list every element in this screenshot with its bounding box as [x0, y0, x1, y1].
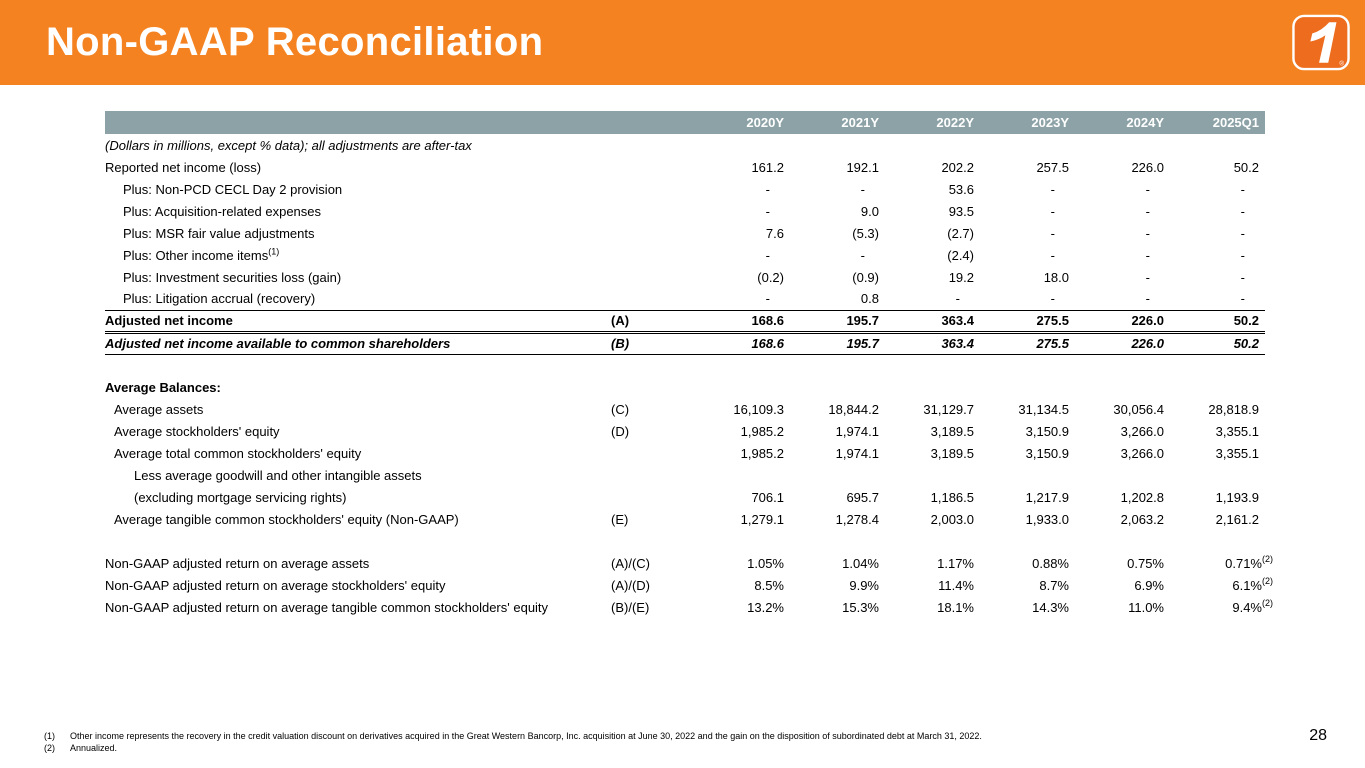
table-head — [105, 111, 1265, 134]
value-cell: 1,985.2 — [740, 445, 784, 461]
value-cell: 0.75% — [1127, 555, 1164, 571]
table-header-row — [105, 111, 1265, 134]
row-ref: (E) — [611, 511, 629, 527]
row-label: Non-GAAP adjusted return on average stockholders' equity — [105, 577, 446, 593]
row-label: Average stockholders' equity — [114, 423, 280, 439]
value-cell: 168.6 — [695, 310, 790, 332]
value-cell — [885, 134, 980, 156]
value-cell: - — [1145, 291, 1150, 307]
footnote-1-number: (1) — [44, 731, 55, 741]
value-cell: 50.2 — [1170, 310, 1265, 332]
table-row — [105, 200, 1265, 222]
value-cell: - — [765, 203, 770, 219]
value-cell: (0.2) — [757, 269, 784, 285]
value-cell: - — [1145, 181, 1150, 197]
row-ref — [595, 442, 695, 464]
value-cell: 31,134.5 — [1018, 401, 1069, 417]
row-label: Non-GAAP adjusted return on average assets — [105, 555, 370, 571]
row-ref — [595, 156, 695, 178]
value-cell: 0.8 — [860, 291, 879, 307]
column-header-2023Y: 2023Y — [980, 111, 1075, 134]
value-cell — [695, 134, 790, 156]
footnote-1-text: Other income represents the recovery in the credit valuation discount on derivatives acquired in the Great Western Bancorp, Inc. acquisition at June 30, 2022 and the gain on the disposition of subordinated debt at March 31, 2022. — [70, 731, 982, 741]
value-cell — [790, 376, 885, 398]
value-cell: 0.88% — [1032, 555, 1069, 571]
footnote-2-text: Annualized. — [70, 743, 118, 753]
table-body — [105, 134, 1273, 618]
slide-title: Non-GAAP Reconciliation — [46, 20, 544, 64]
value-cell — [695, 464, 790, 486]
value-cell: 28,818.9 — [1208, 401, 1259, 417]
value-cell: (2.7) — [947, 225, 974, 241]
reconciliation-table — [105, 111, 1273, 618]
value-cell: - — [1050, 181, 1055, 197]
value-cell: 195.7 — [790, 310, 885, 332]
value-cell — [885, 464, 980, 486]
spacer-cell — [105, 530, 1265, 552]
value-cell: 53.6 — [948, 181, 974, 197]
value-cell: 13.2% — [747, 599, 784, 615]
row-ref: (B)/(E) — [611, 599, 650, 615]
value-cell: - — [1240, 225, 1245, 241]
value-cell: 3,355.1 — [1215, 423, 1259, 439]
page-number: 28 — [1309, 727, 1327, 744]
row-ref: (A)/(C) — [611, 555, 650, 571]
table-row — [105, 134, 1265, 156]
row-label: Plus: Acquisition-related expenses — [123, 203, 322, 219]
value-cell: - — [765, 291, 770, 307]
value-cell: 93.5 — [948, 203, 974, 219]
value-cell: 2,063.2 — [1120, 511, 1164, 527]
value-cell: 363.4 — [885, 332, 980, 354]
row-label: (excluding mortgage servicing rights) — [134, 489, 347, 505]
value-cell: 0.71%$^{(2)}$ — [1225, 554, 1273, 571]
value-cell: - — [1145, 247, 1150, 263]
row-label: Plus: Investment securities loss (gain) — [123, 269, 342, 285]
value-cell — [1075, 464, 1170, 486]
value-cell: - — [1050, 225, 1055, 241]
column-header-2021Y: 2021Y — [790, 111, 885, 134]
value-cell: - — [1145, 203, 1150, 219]
company-logo-icon — [1292, 14, 1350, 71]
table-row — [105, 376, 1265, 398]
value-cell: 1.05% — [747, 555, 784, 571]
value-cell: 1.04% — [842, 555, 879, 571]
footnote-2 — [44, 742, 1284, 754]
value-cell: 275.5 — [980, 310, 1075, 332]
value-cell: 31,129.7 — [923, 401, 974, 417]
table-row — [105, 596, 1265, 618]
value-cell: - — [1050, 203, 1055, 219]
table-row — [105, 486, 1265, 508]
value-cell: 161.2 — [751, 159, 784, 175]
value-cell: 2,161.2 — [1215, 511, 1259, 527]
table-row — [105, 288, 1265, 310]
row-ref — [595, 222, 695, 244]
value-cell: 192.1 — [846, 159, 879, 175]
value-cell: 1,278.4 — [835, 511, 879, 527]
value-cell: - — [1240, 291, 1245, 307]
value-cell: - — [1050, 247, 1055, 263]
value-cell: - — [1240, 247, 1245, 263]
value-cell: 1.17% — [937, 555, 974, 571]
column-header-2022Y: 2022Y — [885, 111, 980, 134]
reconciliation-table-wrap — [105, 111, 1273, 618]
value-cell: 226.0 — [1075, 310, 1170, 332]
footnote-2-number: (2) — [44, 743, 55, 753]
footnote-1 — [44, 730, 1284, 742]
value-cell: 18.0 — [1043, 269, 1069, 285]
footnote-ref: (2) — [1262, 598, 1273, 609]
row-label: Non-GAAP adjusted return on average tangible common stockholders' equity — [105, 599, 549, 615]
value-cell: 50.2 — [1233, 159, 1259, 175]
value-cell: 363.4 — [885, 310, 980, 332]
value-cell: 3,189.5 — [930, 423, 974, 439]
value-cell: 8.7% — [1039, 577, 1069, 593]
row-label: Average Balances: — [105, 379, 221, 395]
value-cell: 275.5 — [980, 332, 1075, 354]
row-ref: (C) — [611, 401, 630, 417]
footnote-ref: (2) — [1262, 554, 1273, 565]
value-cell — [1075, 376, 1170, 398]
row-label: Average total common stockholders' equity — [114, 445, 362, 461]
row-ref — [595, 266, 695, 288]
table-row — [105, 530, 1265, 552]
value-cell: - — [860, 247, 865, 263]
value-cell: 11.4% — [938, 577, 974, 593]
value-cell — [1170, 376, 1265, 398]
table-row — [105, 420, 1265, 442]
value-cell: 3,150.9 — [1025, 423, 1069, 439]
table-header-corner — [105, 111, 695, 134]
row-label: Plus: MSR fair value adjustments — [123, 225, 315, 241]
value-cell: 3,266.0 — [1120, 423, 1164, 439]
value-cell: 1,279.1 — [740, 511, 784, 527]
value-cell: - — [765, 181, 770, 197]
value-cell — [980, 134, 1075, 156]
value-cell: 1,933.0 — [1025, 511, 1069, 527]
row-ref: (D) — [611, 423, 630, 439]
value-cell: 2,003.0 — [930, 511, 974, 527]
value-cell: (5.3) — [852, 225, 879, 241]
row-ref: (A) — [595, 310, 695, 332]
column-header-2024Y: 2024Y — [1075, 111, 1170, 134]
value-cell: 7.6 — [765, 225, 784, 241]
row-label: Average tangible common stockholders' equity (Non-GAAP) — [114, 511, 459, 527]
row-label: Average assets — [114, 401, 204, 417]
value-cell — [980, 376, 1075, 398]
registered-mark: ® — [1339, 60, 1344, 68]
value-cell — [1170, 134, 1265, 156]
table-row — [105, 156, 1265, 178]
value-cell: 1,186.5 — [930, 489, 974, 505]
value-cell: 18,844.2 — [828, 401, 879, 417]
value-cell — [1170, 464, 1265, 486]
value-cell: 226.0 — [1131, 159, 1164, 175]
value-cell: 50.2 — [1170, 332, 1265, 354]
table-row — [105, 574, 1265, 596]
table-row — [105, 222, 1265, 244]
value-cell — [1075, 134, 1170, 156]
row-ref — [595, 376, 695, 398]
value-cell: - — [1050, 291, 1055, 307]
table-row — [105, 464, 1265, 486]
value-cell: - — [860, 181, 865, 197]
row-ref: (A)/(D) — [611, 577, 650, 593]
value-cell: 8.5% — [754, 577, 784, 593]
title-bar — [0, 0, 1365, 85]
row-ref — [595, 244, 695, 266]
value-cell: 202.2 — [941, 159, 974, 175]
value-cell: 6.1%$^{(2)}$ — [1232, 576, 1273, 593]
value-cell: 6.9% — [1134, 577, 1164, 593]
value-cell: 9.4%$^{(2)}$ — [1232, 598, 1273, 615]
table-row — [105, 552, 1265, 574]
table-row — [105, 310, 1265, 332]
value-cell — [790, 134, 885, 156]
row-ref — [595, 464, 695, 486]
row-ref — [595, 200, 695, 222]
table-row — [105, 244, 1265, 266]
table-row — [105, 332, 1265, 354]
row-ref — [595, 486, 695, 508]
footnote-ref: (2) — [1262, 576, 1273, 587]
table-row — [105, 442, 1265, 464]
column-header-2020Y: 2020Y — [695, 111, 790, 134]
footnotes — [44, 730, 1284, 754]
value-cell: 706.1 — [751, 489, 784, 505]
value-cell: 1,193.9 — [1215, 489, 1259, 505]
value-cell: 1,985.2 — [740, 423, 784, 439]
value-cell — [790, 464, 885, 486]
value-cell — [885, 376, 980, 398]
value-cell: 257.5 — [1036, 159, 1069, 175]
value-cell: 3,150.9 — [1025, 445, 1069, 461]
value-cell: 695.7 — [846, 489, 879, 505]
value-cell: 14.3% — [1032, 599, 1069, 615]
table-row — [105, 178, 1265, 200]
row-label: (Dollars in millions, except % data); all adjustments are after-tax — [105, 137, 472, 153]
value-cell: - — [1240, 269, 1245, 285]
value-cell: 9.9% — [849, 577, 879, 593]
row-label: Less average goodwill and other intangible assets — [134, 467, 422, 483]
row-label: Adjusted net income — [105, 310, 595, 332]
value-cell: 3,189.5 — [930, 445, 974, 461]
footnote-ref: (1) — [268, 246, 280, 257]
row-label: Plus: Non-PCD CECL Day 2 provision — [123, 181, 343, 197]
value-cell: (2.4) — [947, 247, 974, 263]
value-cell: - — [1240, 203, 1245, 219]
value-cell: - — [1145, 225, 1150, 241]
row-ref: (B) — [595, 332, 695, 354]
value-cell: 168.6 — [695, 332, 790, 354]
value-cell: 1,202.8 — [1120, 489, 1164, 505]
row-label: Plus: Other income items$^{(1)}$ — [123, 246, 280, 263]
table-row — [105, 354, 1265, 376]
table-row — [105, 508, 1265, 530]
value-cell: - — [1240, 181, 1245, 197]
row-ref — [595, 178, 695, 200]
column-header-2025Q1: 2025Q1 — [1170, 111, 1265, 134]
value-cell: 18.1% — [937, 599, 974, 615]
value-cell: (0.9) — [852, 269, 879, 285]
value-cell: - — [765, 247, 770, 263]
value-cell: 19.2 — [948, 269, 974, 285]
value-cell: 1,974.1 — [835, 445, 879, 461]
value-cell: 226.0 — [1075, 332, 1170, 354]
value-cell — [980, 464, 1075, 486]
value-cell: 30,056.4 — [1113, 401, 1164, 417]
spacer-cell — [105, 354, 1265, 376]
row-label: Plus: Litigation accrual (recovery) — [123, 291, 316, 307]
row-ref — [595, 288, 695, 310]
value-cell: 195.7 — [790, 332, 885, 354]
row-ref — [595, 134, 695, 156]
value-cell: 3,355.1 — [1215, 445, 1259, 461]
value-cell: 16,109.3 — [733, 401, 784, 417]
value-cell: 15.3% — [842, 599, 879, 615]
row-label: Adjusted net income available to common shareholders — [105, 332, 595, 354]
value-cell: 11.0% — [1128, 599, 1164, 615]
value-cell: 1,974.1 — [835, 423, 879, 439]
table-row — [105, 266, 1265, 288]
value-cell: - — [1145, 269, 1150, 285]
value-cell: 1,217.9 — [1025, 489, 1069, 505]
table-row — [105, 398, 1265, 420]
value-cell — [695, 376, 790, 398]
value-cell: 9.0 — [860, 203, 879, 219]
row-label: Reported net income (loss) — [105, 159, 262, 175]
value-cell: 3,266.0 — [1120, 445, 1164, 461]
value-cell: - — [955, 291, 960, 307]
